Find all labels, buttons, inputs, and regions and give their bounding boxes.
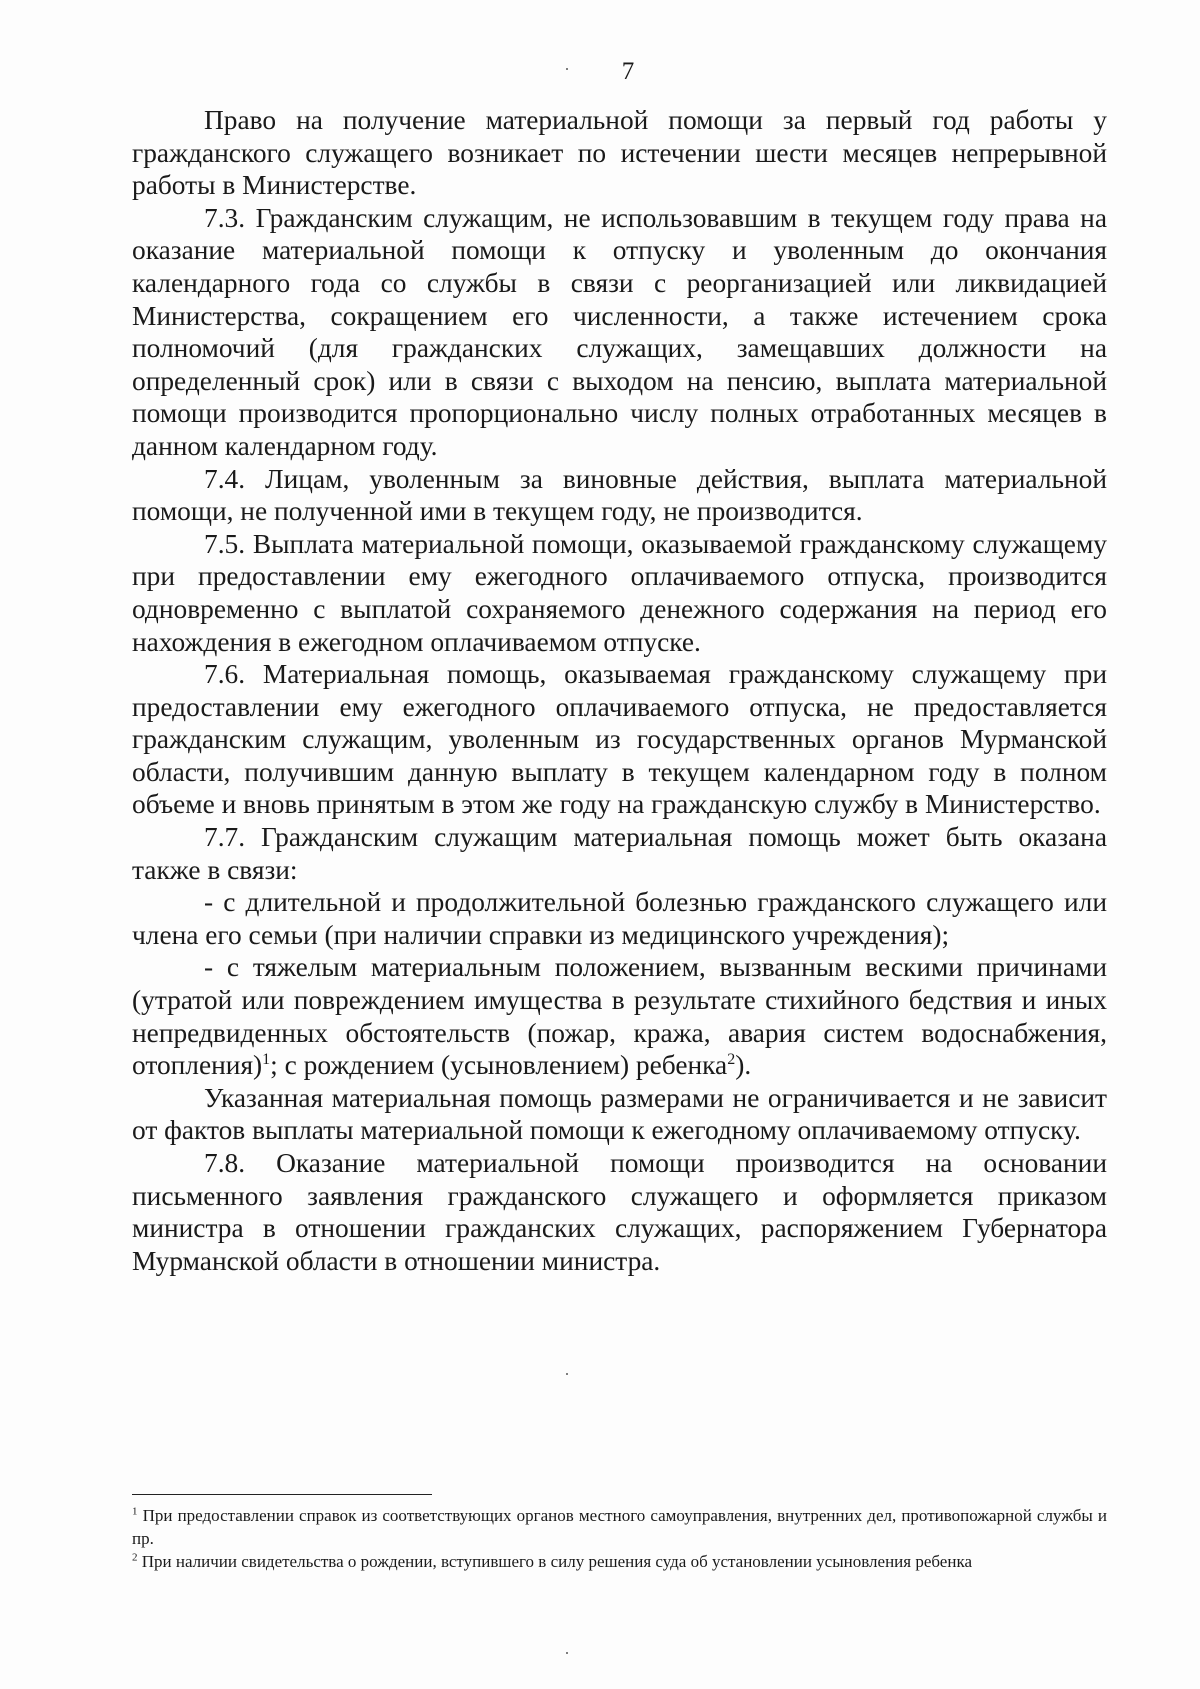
paragraph-7-4: 7.4. Лицам, уволенным за виновные действия, выплата материальной помощи, не полученной ими в текущем году, не производится. xyxy=(132,463,1107,527)
footnotes xyxy=(132,1504,1107,1573)
paragraph-7-5: 7.5. Выплата материальной помощи, оказываемой гражданскому служащему при предоставлении ему ежегодного оплачиваемого отпуска, производится одновременно с выплатой сохраняемого денежного содержания на период его нахождения в ежегодном оплачиваемом отпуске. xyxy=(132,528,1107,657)
paragraph-7-6: 7.6. Материальная помощь, оказываемая гражданскому служащему при предоставлении ему ежегодного оплачиваемого отпуска, не предоставляется гражданским служащим, уволенным из государственных органов Мурманской области, получившим данную выплату в текущем календарном году в полном объеме и вновь принятым в этом же году на гражданскую службу в Министерство. xyxy=(132,659,1107,820)
footnote-1-text: При предоставлении справок из соответствующих органов местного самоуправления, внутренних дел, противопожарной службы и пр. xyxy=(132,1506,1107,1548)
document-body xyxy=(132,104,1107,1277)
footnote-ref-2: 2 xyxy=(727,1051,736,1069)
footnote-2 xyxy=(132,1550,1107,1573)
hardship-end: ). xyxy=(735,1050,752,1081)
scan-speck xyxy=(566,1373,568,1375)
page-number: 7 xyxy=(621,58,635,85)
footnote-1 xyxy=(132,1504,1107,1550)
scan-speck xyxy=(566,1652,568,1654)
paragraph-7-8: 7.8. Оказание материальной помощи производится на основании письменного заявления гражданского служащего и оформляется приказом министра в отношении гражданских служащих, распоряжением Губернатора Мурманской области в отношении министра. xyxy=(132,1148,1107,1276)
paragraph-7-7: 7.7. Гражданским служащим материальная помощь может быть оказана также в связи: xyxy=(132,822,1107,885)
footnote-mark-1: 1 xyxy=(132,1505,138,1518)
paragraph-probation: Право на получение материальной помощи за первый год работы у гражданского служащего возникает по истечении шести месяцев непрерывной работы в Министерстве. xyxy=(132,105,1107,201)
footnote-mark-2: 2 xyxy=(132,1551,138,1564)
scan-speck xyxy=(566,68,568,70)
footnote-separator xyxy=(132,1494,432,1495)
footnote-ref-1: 1 xyxy=(262,1051,271,1069)
hardship-text: - с тяжелым материальным положением, вызванным вескими причинами (утратой или повреждением имущества в результате стихийного бедствия и иных непредвиденных обстоятельств (пожар, кража, авария систем водоснабжения, отопления) xyxy=(132,952,1107,1081)
paragraph-7-3: 7.3. Гражданским служащим, не использовавшим в текущем году права на оказание материальной помощи к отпуску и уволенным до окончания календарного года со службы в связи с реорганизацией или ликвидацией Министерства, сокращением его численности, а также истечением срока полномочий (для гражданских служащих, замещавших должности на определенный срок) или в связи с выходом на пенсию, выплата материальной помощи производится пропорционально числу полных отработанных месяцев в данном календарном году. xyxy=(132,202,1107,461)
paragraph-amount-note: Указанная материальная помощь размерами не ограничивается и не зависит от фактов выплаты материальной помощи к ежегодному оплачиваемому отпуску. xyxy=(132,1082,1107,1146)
hardship-middle: ; с рождением (усыновлением) ребенка xyxy=(270,1050,728,1081)
list-item-hardship xyxy=(132,951,1107,1081)
footnote-2-text: При наличии свидетельства о рождении, вступившего в силу решения суда об установлении усыновления ребенка xyxy=(137,1552,973,1571)
list-item-illness: - с длительной и продолжительной болезнью гражданского служащего или члена его семьи (при наличии справки из медицинского учреждения); xyxy=(132,887,1107,950)
